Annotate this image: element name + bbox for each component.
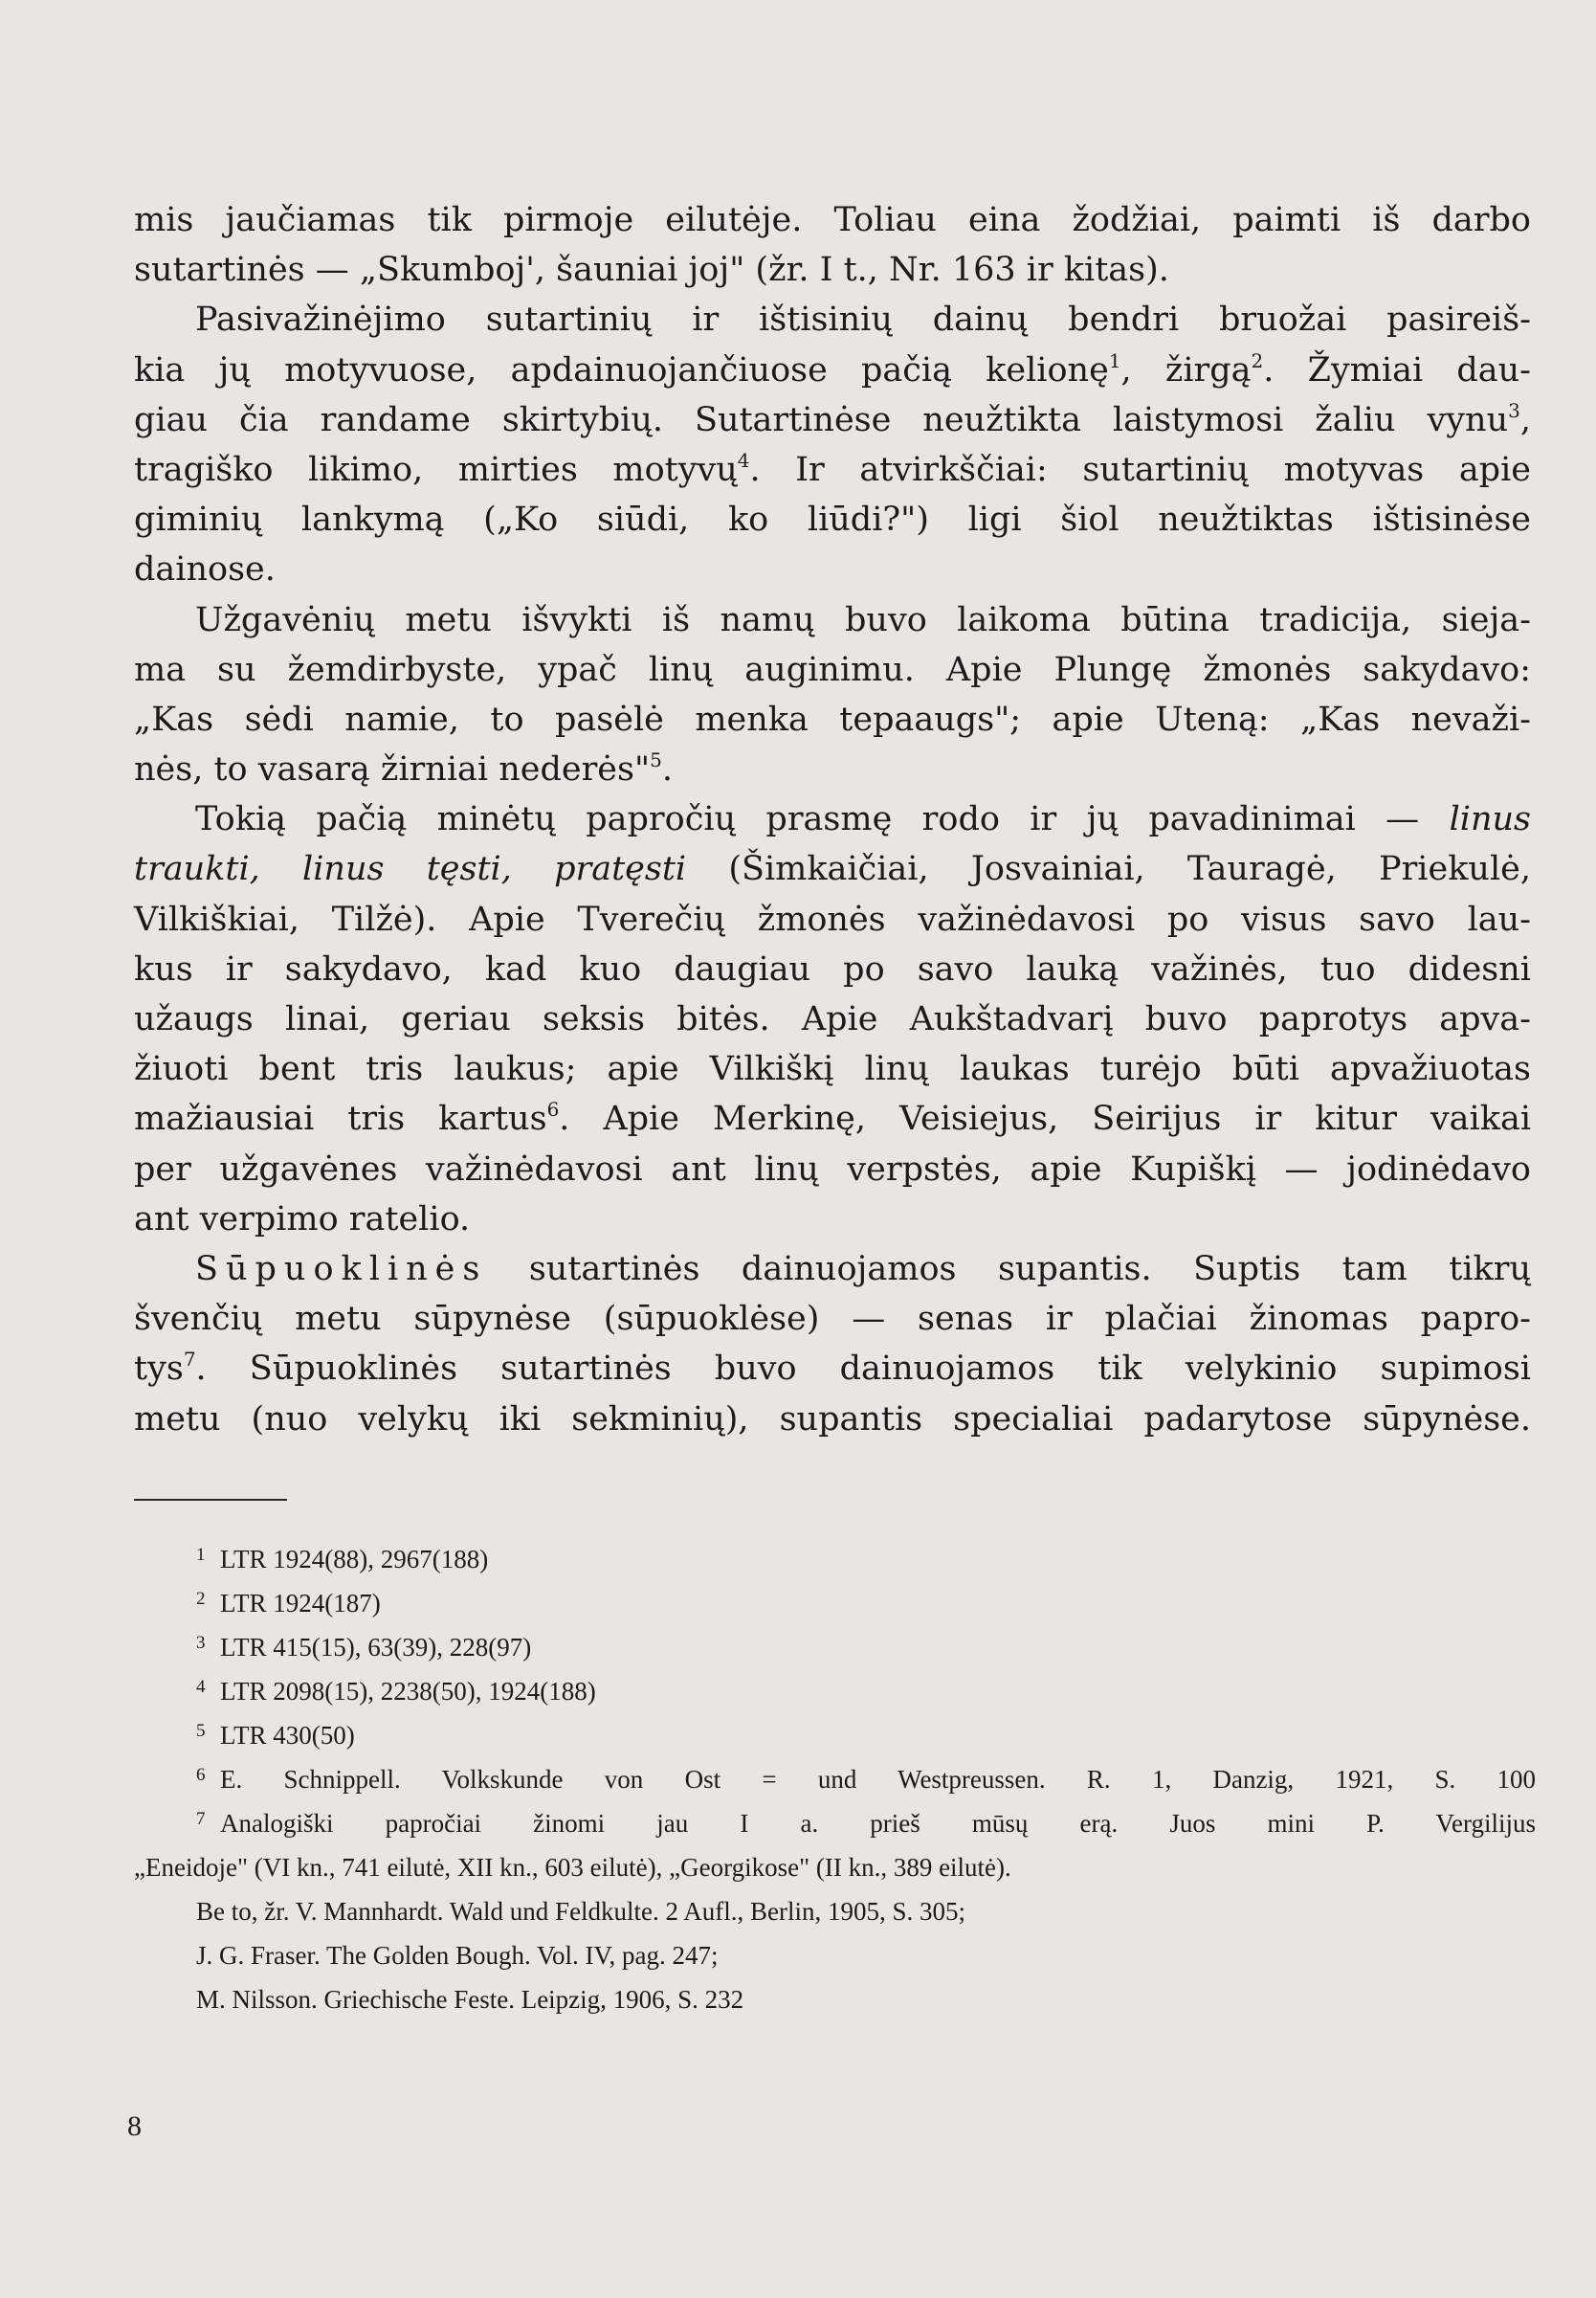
- footnote-ref: 2: [1251, 348, 1264, 372]
- page-number: 8: [127, 2110, 142, 2142]
- main-text: [134, 195, 1531, 1444]
- paragraph-start: Sūpuoklinės sutartinės dainuojamos supantis. Suptis tam tikrų: [195, 1249, 1531, 1288]
- footnote-ref: 1: [1108, 348, 1121, 372]
- footnote-continuation: Be to, žr. V. Mannhardt. Wald und Feldkulte. 2 Aufl., Berlin, 1905, S. 305;: [196, 1897, 966, 1926]
- text-line: tragiško likimo, mirties motyvų$^4$. Ir atvirkščiai: sutartinių motyvas apie: [134, 448, 1531, 489]
- footnote: 2 LTR 1924(187): [196, 1589, 381, 1618]
- text-line: mažiausiai tris kartus$^6$. Apie Merkinę, Veisiejus, Seirijus ir kitur vaikai: [134, 1098, 1532, 1139]
- footnote: 1 LTR 1924(88), 2967(188): [196, 1545, 489, 1573]
- text-line: mis jaučiamas tik pirmoje eilutėje. Toliau eina žodžiai, paimti iš darbo: [134, 201, 1531, 239]
- text-line: švenčių metu sūpynėse (sūpuoklėse) — senas ir plačiai žinomas papro-: [134, 1300, 1531, 1339]
- text-line: metu (nuo velykų iki sekminių), supantis specialiai padarytose sūpynėse.: [134, 1399, 1531, 1439]
- text-line: ant verpimo ratelio.: [134, 1199, 471, 1238]
- text-line: Vilkiškiai, Tilžė). Apie Tverečių žmonės važinėdavosi po visus savo lau-: [134, 900, 1531, 939]
- footnote-ref: 5: [650, 748, 662, 772]
- text-line: užaugs linai, geriau seksis bitės. Apie Aukštadvarį buvo paprotys apva-: [134, 1000, 1531, 1038]
- text-line: traukti, linus tęsti, pratęsti (Šimkaičiai, Josvainiai, Tauragė, Priekulė,: [134, 850, 1531, 889]
- footnote-ref: 3: [1508, 398, 1520, 422]
- footnote-continuation: J. G. Fraser. The Golden Bough. Vol. IV, pag. 247;: [196, 1941, 719, 1970]
- footnote: 7 Analogiški papročiai žinomi jau I a. prieš mūsų erą. Juos mini P. Vergilijus: [196, 1809, 1536, 1838]
- text-line: žiuoti bent tris laukus; apie Vilkiškį linų laukas turėjo būti apvažiuotas: [134, 1050, 1531, 1089]
- text-line: tys$^7$. Sūpuoklinės sutartinės buvo dainuojamos tik velykinio supimosi: [134, 1348, 1531, 1389]
- footnote-ref: 7: [183, 1348, 196, 1372]
- footnote-ref: 4: [737, 448, 750, 472]
- paragraph-start: Pasivažinėjimo sutartinių ir ištisinių dainų bendri bruožai pasireiš-: [195, 301, 1531, 340]
- paragraph-start: Tokią pačią minėtų papročių prasmę rodo ir jų pavadinimai — linus: [195, 800, 1531, 839]
- text-line: dainose.: [134, 550, 276, 590]
- text-line: per užgavėnes važinėdavosi ant linų verpstės, apie Kupiškį — jodinėdavo: [134, 1149, 1531, 1189]
- footnote: 6 E. Schnippell. Volkskunde von Ost = und Westpreussen. R. 1, Danzig, 1921, S. 100: [196, 1765, 1536, 1794]
- text-line: giminių lankymą („Ko siūdi, ko liūdi?") ligi šiol neužtiktas ištisinėse: [134, 501, 1531, 540]
- text-line: nės, to vasarą žirniai nederės"$^5$.: [134, 748, 673, 790]
- text-line: „Kas sėdi namie, to pasėlė menka tepaaugs"; apie Uteną: „Kas nevaži-: [134, 700, 1531, 739]
- text-line: sutartinės — „Skumboj', šauniai joj" (žr. I t., Nr. 163 ir kitas).: [134, 251, 1169, 290]
- footnote: 4 LTR 2098(15), 2238(50), 1924(188): [196, 1677, 596, 1706]
- spaced-term: Sūpuoklinės: [195, 1249, 488, 1288]
- footnote-ref: 6: [546, 1098, 560, 1122]
- text-line: kus ir sakydavo, kad kuo daugiau po savo lauką važinės, tuo didesni: [134, 949, 1531, 989]
- footnote-divider: [134, 1499, 287, 1501]
- footnote-continuation: „Eneidoje" (VI kn., 741 eilutė, XII kn., 603 eilutė), „Georgikose" (II kn., 389 eilutė).: [134, 1853, 1011, 1882]
- footnote: 3 LTR 415(15), 63(39), 228(97): [196, 1633, 532, 1662]
- footnotes: [134, 1537, 1536, 2021]
- text-line: kia jų motyvuose, apdainuojančiuose pačią kelionę$^1$, žirgą$^2$. Žymiai dau-: [134, 348, 1531, 390]
- footnote: 5 LTR 430(50): [196, 1721, 355, 1750]
- footnote-continuation: M. Nilsson. Griechische Feste. Leipzig, 1906, S. 232: [196, 1985, 744, 2014]
- paragraph-start: Užgavėnių metu išvykti iš namų buvo laikoma būtina tradicija, sieja-: [195, 600, 1531, 639]
- text-line: ma su žemdirbyste, ypač linų auginimu. Apie Plungę žmonės sakydavo:: [134, 650, 1531, 689]
- text-line: giau čia randame skirtybių. Sutartinėse neužtikta laistymosi žaliu vynu$^3$,: [134, 398, 1531, 439]
